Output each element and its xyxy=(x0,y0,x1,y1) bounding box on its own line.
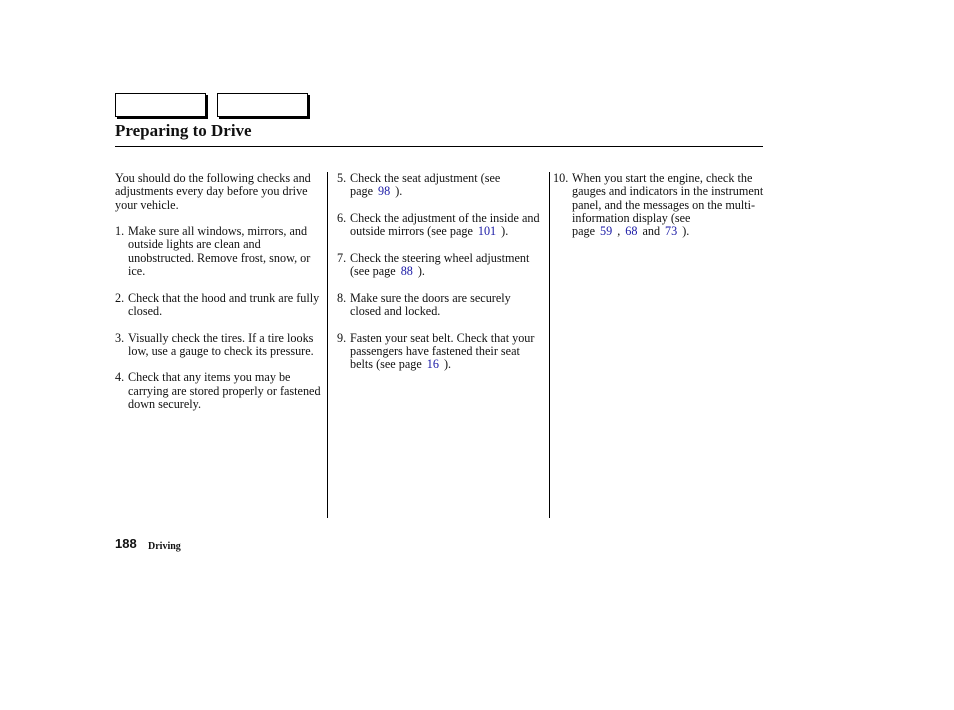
item-number: 5. xyxy=(337,171,347,185)
list-item-3 xyxy=(115,332,321,359)
item-text: When you start the engine, check the gauges and indicators in the instrument panel, and the messages on the multi-information display (see page 59 , 68 and 73 ). xyxy=(572,171,764,239)
page-link-16[interactable]: 16 xyxy=(426,357,439,372)
column-2 xyxy=(337,172,542,385)
item-number: 6. xyxy=(337,210,347,225)
item-number: 1. xyxy=(115,224,125,239)
page-link-88[interactable]: 88 xyxy=(400,264,413,279)
item-number: 9. xyxy=(337,330,347,345)
item-number: 4. xyxy=(115,370,125,385)
intro-paragraph: You should do the following checks and adjustments every day before you drive your vehicle. xyxy=(115,171,311,212)
column-divider-1 xyxy=(327,172,328,518)
header-tab-box-right xyxy=(217,93,308,117)
column-1 xyxy=(115,172,321,425)
item-number: 10. xyxy=(553,171,569,185)
list-item-1 xyxy=(115,225,321,278)
item-text: Fasten your seat belt. Check that your passengers have fastened their seat belts (see page 16 ). xyxy=(350,330,535,372)
page-title: Preparing to Drive xyxy=(115,121,252,140)
title-rule xyxy=(115,146,763,147)
item-text: Make sure the doors are securely closed and locked. xyxy=(350,290,511,318)
header-tab-box-left xyxy=(115,93,206,117)
page-link-101[interactable]: 101 xyxy=(477,224,497,239)
list-item-10 xyxy=(553,172,767,238)
page-link-59[interactable]: 59 xyxy=(600,224,613,239)
item-text: Check that any items you may be carrying are stored properly or fastened down securely. xyxy=(128,370,321,412)
list-item-4 xyxy=(115,371,321,411)
item-number: 3. xyxy=(115,330,125,345)
item-number: 8. xyxy=(337,290,347,305)
list-item-8 xyxy=(337,292,542,319)
section-name: Driving xyxy=(148,541,181,552)
list-item-7 xyxy=(337,252,542,279)
list-item-2 xyxy=(115,292,321,319)
item-text: Check the steering wheel adjustment (see page 88 ). xyxy=(350,250,530,279)
item-text: Visually check the tires. If a tire looks low, use a gauge to check its pressure. xyxy=(128,330,314,358)
page-number: 188 xyxy=(115,536,137,551)
item-number: 7. xyxy=(337,250,347,265)
column-divider-2 xyxy=(549,172,550,518)
item-text: Check the seat adjustment (see page 98 ). xyxy=(350,171,501,199)
item-text: Check the adjustment of the inside and outside mirrors (see page 101 ). xyxy=(350,210,540,239)
item-text: Check that the hood and trunk are fully closed. xyxy=(128,290,320,318)
page-link-73[interactable]: 73 xyxy=(665,224,678,239)
item-number: 2. xyxy=(115,290,125,305)
list-item-6 xyxy=(337,212,542,239)
list-item-5 xyxy=(337,172,542,199)
column-3 xyxy=(553,172,767,252)
page-link-68[interactable]: 68 xyxy=(625,224,638,239)
list-item-9 xyxy=(337,332,542,372)
item-text: Make sure all windows, mirrors, and outside lights are clean and unobstructed. Remove frost, snow, or ice. xyxy=(128,224,311,279)
page-link-98[interactable]: 98 xyxy=(378,184,391,199)
